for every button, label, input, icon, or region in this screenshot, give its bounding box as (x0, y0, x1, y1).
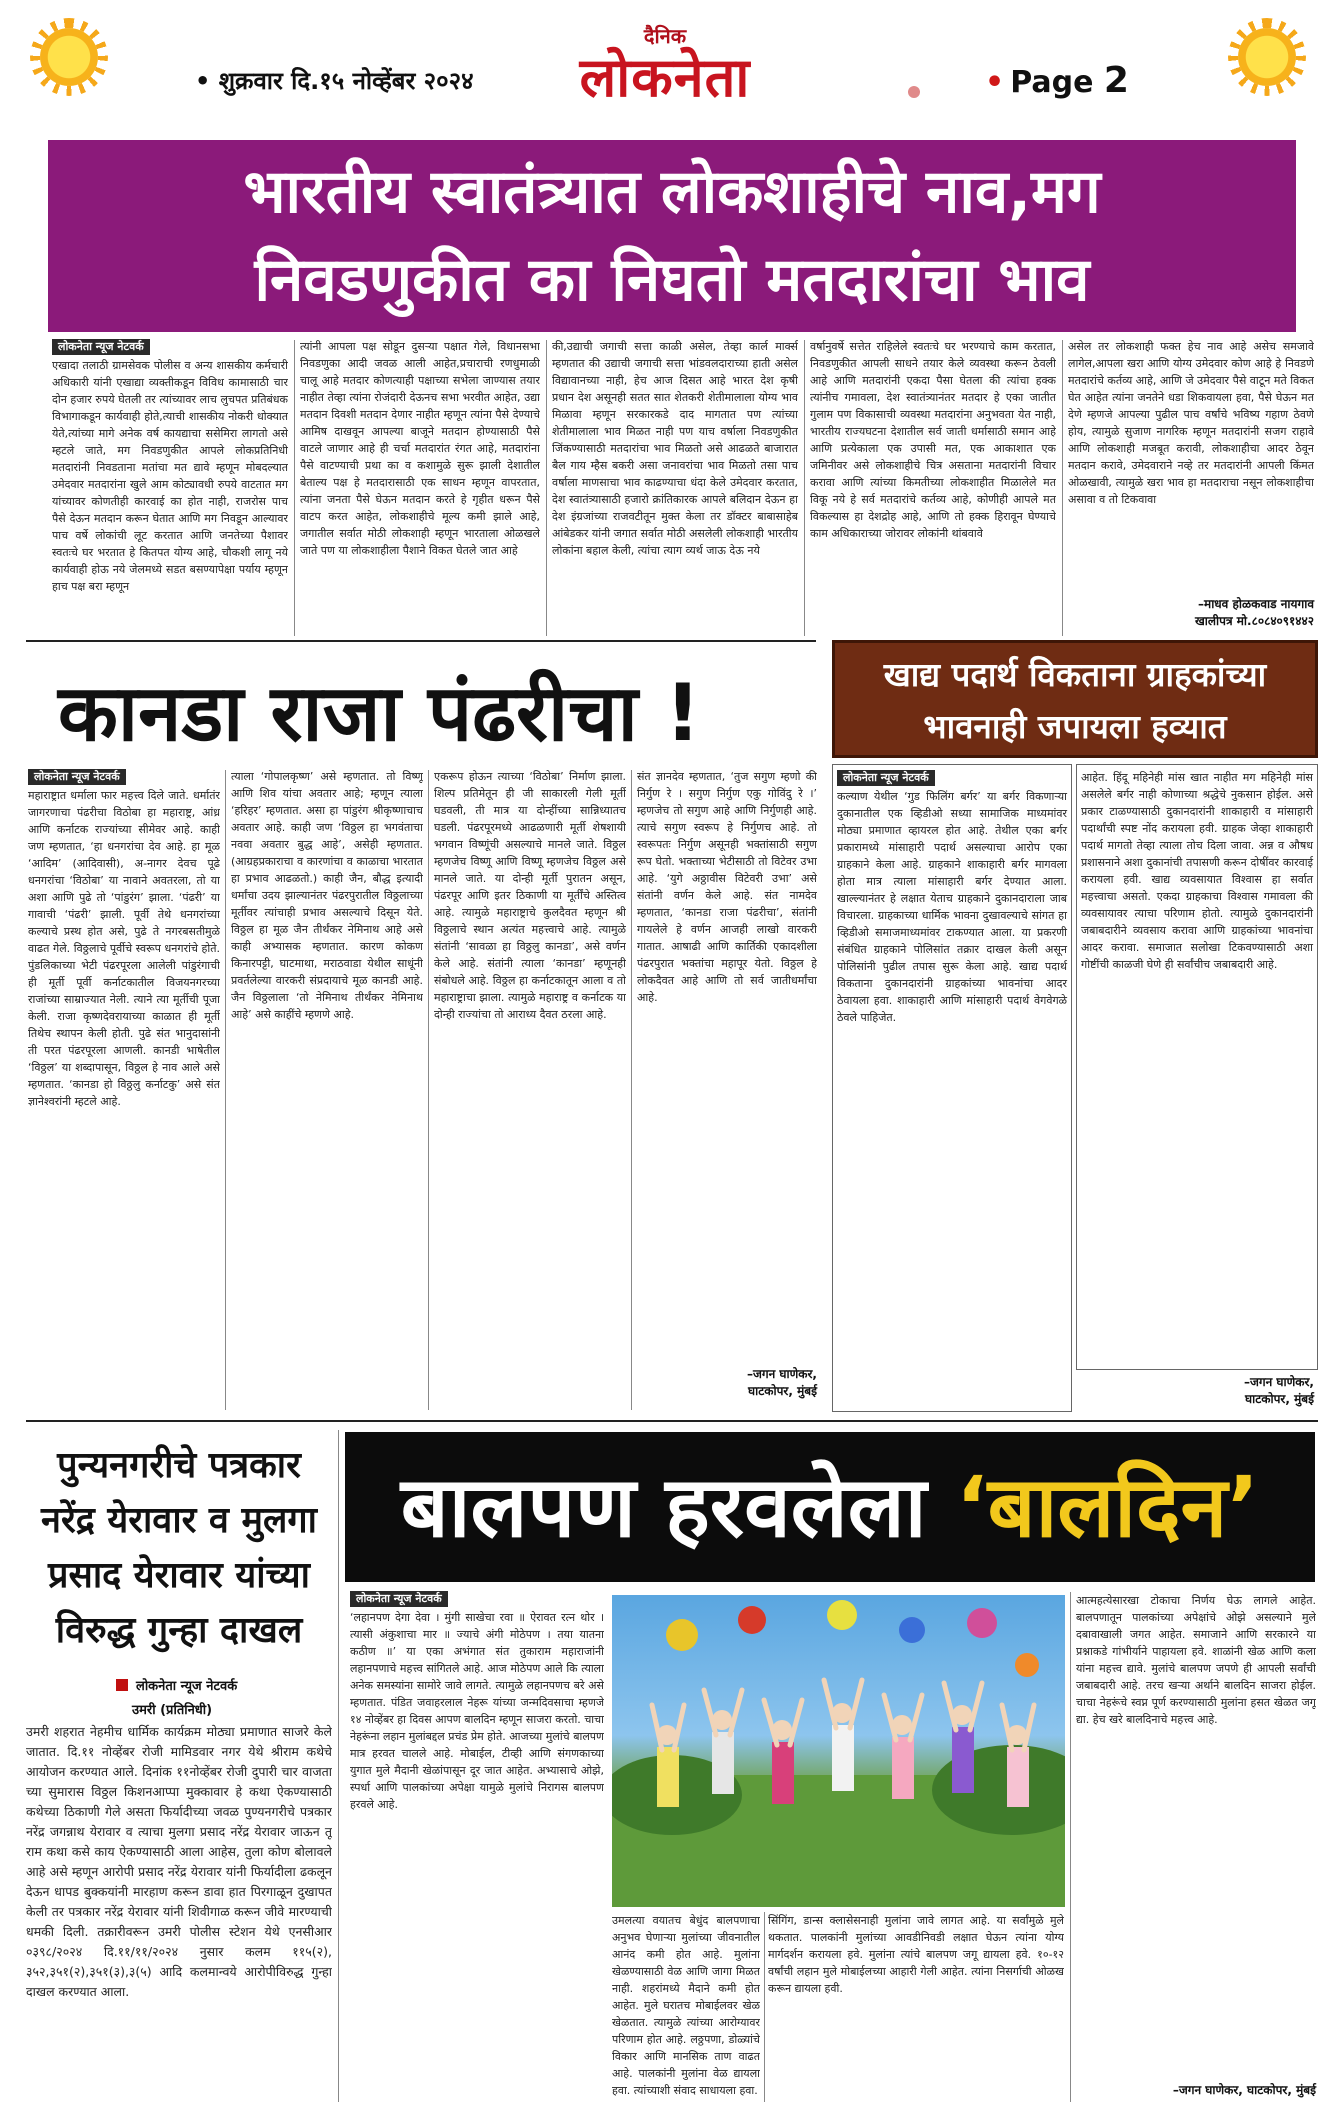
side-story-dateline: उमरी (प्रतिनिधी) (132, 1703, 213, 1718)
balpan-text-col2: उमलत्या वयातच बेधुंद बालपणाचा अनुभव घेणाऱ्या मुलांच्या जीवनातील आनंद कमी होत आहे. मुलांना खेळण्यासाठी वेळ आणि जागा मिळत नाही. शहरांमध्ये मैदाने कमी होत आहेत. मुले घरातच मोबाईलवर खेळ खेळतात. त्यामुळे त्यांच्या आरोग्यावर परिणाम होत आहे. लठ्ठपणा, डोळ्यांचे विकार आणि मानसिक ताण वाढत आहे. पालकांनी मुलांना वेळ द्यायला हवा. त्यांच्याशी संवाद साधायला हवा. (612, 1914, 760, 2097)
side-story-tag (116, 1676, 237, 1694)
khadya-text-col1: कल्याण येथील ‘गुड फिलिंग बर्गर’ या बर्गर विकणाऱ्या दुकानातील एक व्हिडीओ सध्या सामाजिक माध्यमांवर मोठ्या प्रमाणात व्हायरल होत आहे. तेथील एका बर्गर प्रकारामध्ये मांसाहारी पदार्थ असल्याचा आरोप एका ग्राहकाने केला आहे. ग्राहकाने शाकाहारी बर्गर मागवला होता मात्र त्याला मांसाहारी बर्गर देण्यात आला. खाल्ल्यानंतर हे लक्षात येताच ग्राहकाने दुकानदाराला जाब विचारला. ग्राहकाच्या धार्मिक भावना दुखावल्याचे सांगत हा व्हिडीओ समाजमाध्यमांवर टाकण्यात आला. या प्रकरणी संबंधित ग्राहकाने पोलिसांत तक्रार दाखल केली असून पोलिसांनी पुढील तपास सुरू केला आहे. खाद्य पदार्थ विकताना दुकानदारांनी ग्राहकांच्या भावनांचा आदर ठेवायला हवा. शाकाहारी आणि मांसाहारी पदार्थ वेगवेगळे ठेवले पाहिजेत. (837, 790, 1067, 1024)
balpan-column-1 (350, 1590, 604, 2102)
balpan-byline: –जगन घाणेकर, घाटकोपर, मुंबई (1172, 2083, 1316, 2097)
khadya-column-1 (832, 764, 1072, 1412)
author-place: घाटकोपर, मुंबई (748, 1384, 817, 1398)
kanada-text-col3: एकरूप होऊन त्याच्या ‘विठोबा’ निर्माण झाला. शिल्प प्रतिमेतून ही जी साकारली गेली मूर्ती घडवली, ती मात्र या दोन्हींच्या सान्निध्यातच घडली. पंढरपूरमध्ये आढळणारी मूर्ती शेषशायी भगवान विष्णूंची असल्याचे मानले जाते. विठ्ठल म्हणजेच विष्णू आणि विष्णू म्हणजेच विठ्ठल असे मानले जाते. या दोन्ही मूर्ती पुरातन असून, पंढरपूर आणि इतर ठिकाणी या मूर्तींचे अस्तित्व आहे. त्यामुळे महाराष्ट्राचे कुलदैवत म्हणून श्री विठ्ठलाचे स्थान अत्यंत महत्त्वाचे आहे. त्यामुळे संतांनी ‘सावळा हा विठ्ठलु कानडा’, असे वर्णन केले आहे. संतांनी त्याला ‘कानडा’ म्हणूनही संबोधले आहे. विठ्ठल हा कर्नाटकातून आला व तो महाराष्ट्राचा झाला. त्यामुळे महाराष्ट्र व कर्नाटक या दोन्ही राज्यांचा तो आराध्य दैवत ठरला आहे. (434, 770, 626, 1021)
page-bottom-margin (0, 2104, 1339, 2126)
author-name: –जगन घाणेकर, (746, 1367, 817, 1381)
balpan-headline-part1: बालपण हरवलेला (400, 1458, 956, 1556)
balpan-column-3 (768, 1912, 1064, 2102)
khadya-headline (835, 643, 1315, 753)
kanada-column-3 (434, 768, 626, 1408)
balpan-column-4 (1076, 1592, 1316, 2078)
khadya-headline-line1: खाद्य पदार्थ विकताना ग्राहकांच्या (883, 655, 1267, 694)
column-divider (225, 770, 226, 1410)
brand-name: लोकनेता (579, 46, 751, 109)
balpan-headline (345, 1432, 1315, 1582)
column-divider (428, 770, 429, 1410)
balpan-text-col4: आत्महत्येसारखा टोकाचा निर्णय घेऊ लागले आहेत. बालपणातून पालकांच्या अपेक्षांचे ओझे असल्याने मुले दबावाखाली जगत आहेत. समाजाने आणि सरकारने या प्रश्नाकडे गांभीर्याने पाहायला हवे. शाळांनी खेळ आणि कला यांना महत्त्व द्यावे. मुलांचे बालपण जपणे ही आपली सर्वांची जबाबदारी आहे. तरच खऱ्या अर्थाने बालदिन साजरा होईल. चाचा नेहरूंचे स्वप्न पूर्ण करण्यासाठी मुलांना हसत खेळत जगू द्या. हेच खरे बालदिनाचे महत्त्व आहे. (1076, 1594, 1316, 1726)
news-network-tag: लोकनेता न्यूज नेटवर्क (136, 1679, 238, 1694)
lead-column-4 (810, 338, 1056, 638)
kanada-text-col1: महाराष्ट्रात धर्माला फार महत्त्व दिले जाते. धर्मातंर जागरणाचा पंढरीचा विठोबा हा महाराष्ट्र, आंध्र आणि कर्नाटक राज्यांच्या सीमेवर आहे. काही जण म्हणतात, ‘हा धनगरांचा देव आहे. हा मूळ ‘आदिम’ (आदिवासी), अ-नागर देवच पूढे धनगरांचा ‘विठोबा’ या नावाने अवतरला, तो या अशा आणि पुढे तो ‘पांडुरंग’ झाला. ‘पंढरी’ या गावाची ‘पंढरी’ झाली. पूर्वी तेथे धनगरांच्या कल्याचे प्रस्थ होत असे, पुढे ते नगरबसतीमुळे वाढत गेले. विठ्ठलाचे पूर्वीचे स्वरूप धनगरांचे होते. पुंडलिकाच्या भेटी पंढरपूरला आलेली पांडुरंगाची ही मूर्ती पूर्वी कर्नाटकातील विजयनगरच्या राजांच्या साम्राज्यात नेली. त्याने त्या मूर्तीची पूजा केली. राजा कृष्णदेवरायाच्या काळात ही मूर्ती तिथेच स्थापन केली होती. पुढे संत भानुदासांनी ती परत पंढरपूरला आणली. कानडी भाषेतील ‘विठ्ठल’ या शब्दापासून, विठ्ठल हे नाव आले असे म्हणतात. ‘कानडा हो विठ्ठलु कर्नाटकु’ असे संत ज्ञानेश्वरांनी म्हटले आहे. (28, 789, 220, 1108)
brand-prefix: दैनिक (643, 24, 687, 48)
page-label-text: Page (1010, 65, 1094, 100)
lead-text-col1: एखादा तलाठी ग्रामसेवक पोलीस व अन्य शासकीय कर्मचारी अधिकारी यांनी एखाद्या व्यक्तीकडून विविध कामासाठी चार दोन हजार रुपये घेतली तर त्यांच्यावर लाच लुचपत प्रतिबंधक विभागाकडून कार्यवाही होते,त्याची शासकीय नोकरी धोक्यात येते,त्यांच्या मागे अनेक वर्ष कायद्याचा ससेमिरा लागतो असे म्हटले जाते, मग निवडणुकीत आपले लोकप्रतिनिधी मतदारांनी निवडताना मतांचा मत द्यावे म्हणून मोबदल्यात उमेदवार मतदारांना खुले आम कोट्यावधी रुपये वाटतात मग यांच्यावर कोणतीही कारवाई का होत नाही, राजरोस पाच पैसे देऊन मतदान करून घेतात आणि मग निवडून आल्यावर पाच वर्षे लोकांची लूट करतात आणि जनतेच्या पैशावर स्वतःचे घर भरतात हे कितपत योग्य आहे, चौकशी लागू नये कार्यवाही होऊ नये जेलमध्ये सडत बसण्यापेक्षा पर्याय म्हणून हाच पक्ष बरा म्हणून (52, 359, 288, 593)
khadya-byline (1076, 1374, 1314, 1408)
column-divider (546, 340, 547, 636)
column-divider (338, 1430, 339, 2102)
news-network-tag: लोकनेता न्यूज नेटवर्क (52, 339, 150, 355)
kanada-text-col2: त्याला ‘गोपालकृष्ण’ असे म्हणतात. तो विष्णू आणि शिव यांचा अवतार आहे; म्हणून त्याला ‘हरिहर’ म्हणतात. असा हा पांडुरंग श्रीकृष्णाचाच अवतार आहे. काही जण ‘विठ्ठल हा भगवंताचा नववा अवतार बुद्ध आहे’, असेही म्हणतात. (आग्रहप्रकाराचा व कारणांचा व काळाचा भारतात हा प्रभाव आढळतो.) काही जैन, बौद्ध इत्यादी धर्मांचा उदय झाल्यानंतर पंढरपुरातील विठ्ठलाच्या मूर्तीवर त्यांचाही प्रभाव असल्याचे दिसून येते. विठ्ठल हा मूळ जैन तीर्थंकर नेमिनाथ आहे असे काही अभ्यासक म्हणतात. कारण कोकण किनारपट्टी, घाटमाथा, मराठवाडा येथील साधूंनी प्रवर्तलेल्या वारकरी संप्रदायाचे मूळ कानडी आहे. जैन विठ्ठलाला ‘तो नेमिनाथ तीर्थंकर नेमिनाथ आहे’ असे काहींचे म्हणणे आहे. (231, 770, 423, 1021)
kanada-column-4 (637, 768, 817, 1358)
column-divider (1062, 340, 1063, 636)
column-divider (1070, 1592, 1071, 2102)
side-story-text: उमरी शहरात नेहमीच धार्मिक कार्यक्रम मोठ्या प्रमाणात साजरे केले जातात. दि.११ नोव्हेंबर रोजी मामिडवार नगर येथे श्रीराम कथेचे आयोजन करण्यात आले. दिनांक ११नोव्हेंबर रोजी दुपारी चार वाजता च्या सुमारास विठ्ठल किशनआप्पा मुक्कावार हे कथा ऐकण्यासाठी कथेच्या ठिकाणी गेले असता फिर्यादीच्या जवळ पुण्यनगरीचे पत्रकार नरेंद्र जगन्नाथ येरावार व त्याचा मुलगा प्रसाद नरेंद्र येरावार जाऊन तू राम कथा कसे काय ऐकण्यासाठी आला आहेस, तुला कोण बोलावले आहे असे म्हणून आरोपी प्रसाद नरेंद्र येरावार यांनी फिर्यादीला ढकलून देऊन धापड बुक्कयांनी मारहाण करून डावा हात पिरगाळून दुखापत केली तर पत्रकार नरेंद्र येरावार यांनी शिवीगाळ करून जीवे मारण्याची धमकी दिली. तक्रारीवरून उमरी पोलीस स्टेशन येथे एनसीआर ०३९८/२०२४ दि.११/११/२०२४ नुसार कलम ११५(२), ३५२,३५१(२),३५१(३),३(५) आदि कलमान्वये आरोपीविरुद्ध गुन्हा दाखल करण्यात आला. (26, 1724, 332, 1999)
lead-text-col5: असेल तर लोकशाही फक्त हेच नाव आहे असेच समजावे लागेल,आपला खरा आणि योग्य उमेदवार कोण आहे हे निवडणे मतदारांचे कर्तव्य आहे, आणि जे उमेदवार पैसे वाटून मते विकत घेत आहेत त्यांना जनतेने धडा शिकवायला हवा, पैसे घेऊन मत देणे म्हणजे आपल्या पुढील पाच वर्षांचे भविष्य गहाण ठेवणे होय, त्यामुळे सुजाण नागरिक म्हणून मतदारांनी सजग राहावे आणि लोकशाही मजबूत करावी, लोकशाहीचा आदर ठेवून मतदान करावे, उमेदवाराने नव्हे तर मतदारांनी आपली किंमत ओळखावी, त्यामुळे खरा भाव हा मतदाराचा नसून लोकशाहीचा असावा व तो टिकवावा (1068, 340, 1314, 506)
balpan-text-col1: ‘लहानपण देगा देवा । मुंगी साखेचा रवा ॥ ऐरावत रत्न थोर । त्यासी अंकुशाचा मार ॥ ज्याचे अंगी मोठेपण । तया यातना कठीण ॥’ या एका अभंगात संत तुकाराम महाराजांनी लहानपणाचे महत्त्व सांगितले आहे. आज मोठेपण आले कि त्याला अनेक समस्यांना सामोरे जावे लागते. त्यामुळे लहानपणच बरे असे म्हणतात. पंडित जवाहरलाल नेहरू यांच्या जन्मदिवसाचा म्हणजे १४ नोव्हेंबर हा दिवस आपण बालदिन म्हणून साजरा करतो. चाचा नेहरूंना लहान मुलांबद्दल प्रचंड प्रेम होते. आजच्या मुलांचे बालपण मात्र हरवत चालले आहे. मोबाईल, टीव्ही आणि संगणकाच्या युगात मुले मैदानी खेळांपासून दूर जात आहेत. अभ्यासाचे ओझे, स्पर्धा आणि पालकांच्या अपेक्षा यामुळे मुलांचे निरागस बालपण हरवले आहे. (350, 1611, 604, 1811)
section-divider (26, 640, 816, 642)
children-balloons-illustration (612, 1595, 1065, 1907)
decorative-dot-icon (908, 86, 920, 98)
author-name: –जगन घाणेकर, (1243, 1375, 1314, 1389)
column-divider (294, 340, 295, 636)
column-divider (631, 770, 632, 1410)
kanada-text-col4: संत ज्ञानदेव म्हणतात, ‘तुज सगुण म्हणो की निर्गुण रे । सगुण निर्गुण एकु गोविंदु रे ।’ म्हणजेच तो सगुण आहे आणि निर्गुणही आहे. त्याचे सगुण स्वरूप हे निर्गुणच आहे. तो स्वरूपतः निर्गुण असूनही भक्तांसाठी सगुण रूप घेतो. भक्ताच्या भेटीसाठी तो विटेवर उभा आहे. ‘युगे अठ्ठावीस विटेवरी उभा’ असे संतांनी वर्णन केले आहे. संत नामदेव म्हणतात, ‘कानडा राजा पंढरीचा’, संतांनी गायलेले हे वर्णन आजही लाखो वारकरी गातात. आषाढी आणि कार्तिकी एकादशीला पंढरपुरात भक्तांचा महापूर येतो. विठ्ठल हे लोकदैवत आहे आणि तो सर्व जातीधर्मांचा आहे. (637, 770, 817, 1004)
lead-headline-line2: निवडणुकीत का निघतो मतदारांचा भाव (254, 245, 1090, 315)
issue-date: • शुक्रवार दि.१५ नोव्हेंबर २०२४ (195, 67, 474, 95)
news-network-tag: लोकनेता न्यूज नेटवर्क (350, 1591, 448, 1607)
lead-column-1 (52, 338, 288, 638)
lead-text-col3: की,उद्याची जगाची सत्ता काळी असेल, तेव्हा कार्ल मार्क्स म्हणतात की उद्याची जगाची सत्ता भांडवलदाराच्या हाती असेल विद्यावानच्या नाही, हेच आज दिसत आहे भारत देश कृषी प्रधान देश असूनही सतत सात शेतकरी शेतीमालाला योग्य भाव मिळावा म्हणून सरकारकडे दाद मागतात पण त्यांच्या शेतीमालाला भाव मिळत नाही पण याच वर्षाला निवडणुकीत जिंकण्यासाठी मतदारांचा भाव मिळतो असे आढळते बाजारात बैल गाय म्हैस बकरी असा जनावरांचा भाव मिळतो तसा पाच वर्षाला माणसाचा भाव काढण्याचा धंदा केले उमेदवार करतात, देश स्वातंत्र्यासाठी हजारो क्रांतिकारक आपले बलिदान देऊन हा देश इंग्रजांच्या राजवटीतून मुक्त केला तर डॉक्टर बाबासाहेब आंबेडकर यांनी जगात सर्वात मोठी असलेली लोकशाही भारतीय लोकांना बहाल केली, त्यांचा त्याग व्यर्थ जाऊ देऊ नये (552, 340, 798, 557)
balpan-column-2 (612, 1912, 760, 2102)
side-story-headline: पुन्यनगरीचे पत्रकार नरेंद्र येरावार व मुलगा प्रसाद येरावार यांच्या विरुद्ध गुन्हा दाखल (41, 1445, 317, 1651)
newspaper-logo (505, 22, 825, 107)
masthead (0, 0, 1339, 118)
column-divider (804, 340, 805, 636)
sun-icon (30, 18, 108, 96)
balpan-headline-highlight: ‘बालदिन’ (955, 1458, 1260, 1556)
kanada-column-1 (28, 768, 220, 1408)
section-divider (26, 1420, 1318, 1422)
author-phone: खालीपत्र मो.८०८४०९१४४२ (1194, 614, 1314, 628)
author-place: घाटकोपर, मुंबई (1245, 1392, 1314, 1406)
kanada-column-2 (231, 768, 423, 1408)
lead-headline (48, 140, 1296, 324)
lead-text-col2: त्यांनी आपला पक्ष सोडून दुसऱ्या पक्षात गेले, विधानसभा निवडणुका आदी जवळ आली आहेत,प्रचाराची रणधुमाळी चालू आहे मतदार कोणत्याही पक्षाच्या सभेला जाण्यास तयार नाहीत तेव्हा त्यांना रोजंदारी देऊनच सभा भरवीत आहेत, उद्या मतदान दिवशी मतदान देणार नाहीत म्हणून त्यांना पैसे देण्याचे आमिष दाखवून आपल्या बाजूने मतदान होण्यासाठी पैसे वाटले जाणार आहे ही चर्चा मतदारांत रंगत आहे, मतदारांना पैसे वाटण्याची प्रथा का व कशामुळे सुरू झाली देशातील बेताल्य पक्ष हे मतदारासाठी एक साधन म्हणून वापरतात, त्यांना जनता पैसे घेऊन मतदान करते हे गृहीत धरून पैसे वाटप करत आहेत, लोकशाहीचे मूल्य कमी झाले आहे, जगातील सर्वात मोठी लोकशाही म्हणून भारताला ओळखले जाते पण या लोकशाहीला पैशाने विकत घेतले जात आहे (300, 340, 540, 557)
khadya-text-col2: आहेत. हिंदू महिनेही मांस खात नाहीत मग महिनेही मांस असलेले बर्गर नाही कोणाच्या श्रद्धेचे नुकसान होईल. असे प्रकार टाळण्यासाठी दुकानदारांनी शाकाहारी व मांसाहारी पदार्थांची स्पष्ट नोंद करायला हवी. ग्राहक जेव्हा शाकाहारी पदार्थ मागतो तेव्हा त्याला तोच दिला जावा. अन्न व औषध प्रशासनाने अशा दुकानांची तपासणी करून दोषींवर कारवाई करायला हवी. खाद्य व्यवसायात विश्वास हा सर्वात महत्त्वाचा असतो. एकदा ग्राहकाचा विश्वास गमावला की व्यवसायावर त्याचा परिणाम होतो. त्यामुळे दुकानदारांनी जबाबदारीने व्यवसाय करावा आणि ग्राहकांच्या भावनांचा आदर करावा. समाजात सलोखा टिकवण्यासाठी अशा गोष्टींची काळजी घेणे ही सर्वांचीच जबाबदारी आहे. (1081, 771, 1313, 971)
column-divider (764, 1912, 765, 2102)
news-network-tag: लोकनेता न्यूज नेटवर्क (837, 770, 935, 786)
square-bullet-icon (116, 1679, 128, 1691)
side-story-headline-box (26, 1438, 332, 1668)
lead-column-5 (1068, 338, 1314, 590)
lead-headline-band (48, 140, 1296, 332)
news-network-tag: लोकनेता न्यूज नेटवर्क (28, 769, 126, 785)
children-playing-photo (612, 1595, 1065, 1907)
page-indicator (985, 60, 1129, 101)
khadya-column-2 (1076, 764, 1318, 1370)
khadya-headline-box (832, 640, 1318, 758)
balpan-headline-band (345, 1432, 1315, 1582)
sun-icon (1228, 18, 1306, 96)
lead-byline (1068, 596, 1314, 630)
khadya-headline-line2: भावनाही जपायला हव्यात (923, 707, 1227, 746)
page-number: 2 (1103, 60, 1129, 101)
bullet-icon: • (985, 65, 1005, 100)
kanada-byline (637, 1366, 817, 1400)
kanada-headline: कानडा राजा पंढरीचा ! (58, 669, 701, 759)
lead-text-col4: वर्षानुवर्षे सत्तेत राहिलेले स्वतःचे घर भरण्याचे काम करतात, निवडणुकीत आपली साधने तयार केले व्यवस्था करून ठेवली आहे आणि मतदारांनी एकदा पैसा घेतला की त्यांचा हक्क त्यांनीच गमावला, देश स्वातंत्र्यानंतर मतदार हे एका जातीत गुलाम पण विकासाची व्यवस्था मतदारांना अनुभवता येत नाही, भारतीय राज्यघटना देशातील सर्व जाती धर्मासाठी समान आहे आणि प्रत्येकाला एक उपासी मत, एक आकाशात एक जमिनीवर असे लोकशाहीचे चित्र असताना मतदारांनी विचार करावा आणि त्यांच्या किमतीच्या लोकशाहीत मिळालेले मत विकू नये हे सर्व मतदारांचे कर्तव्य आहे, कोणीही आपले मत विकल्यास हा देशद्रोह आहे, आणि तो हक्क हिरावून घेण्याचे काम अधिकाराच्या जोरावर लोकांनी थांबवावे (810, 340, 1056, 540)
lead-column-2 (300, 338, 540, 638)
lead-column-3 (552, 338, 798, 638)
lead-headline-line1: भारतीय स्वातंत्र्यात लोकशाहीचे नाव,मग (243, 157, 1101, 227)
author-name: –माधव होळकवाड नायगाव (1198, 597, 1314, 611)
balpan-text-col3: सिंगिंग, डान्स क्लासेसनाही मुलांना जावे लागत आहे. या सर्वांमुळे मुले थकतात. पालकांनी मुलांच्या आवडीनिवडी लक्षात घेऊन त्यांना योग्य मार्गदर्शन करायला हवे. मुलांना त्यांचे बालपण जगू द्यायला हवे. १०-१२ वर्षांची लहान मुले मोबाईलच्या आहारी गेली आहेत. त्यांना निसर्गाची ओळख करून द्यायला हवी. (768, 1914, 1064, 1995)
side-story-body (26, 1722, 332, 2102)
